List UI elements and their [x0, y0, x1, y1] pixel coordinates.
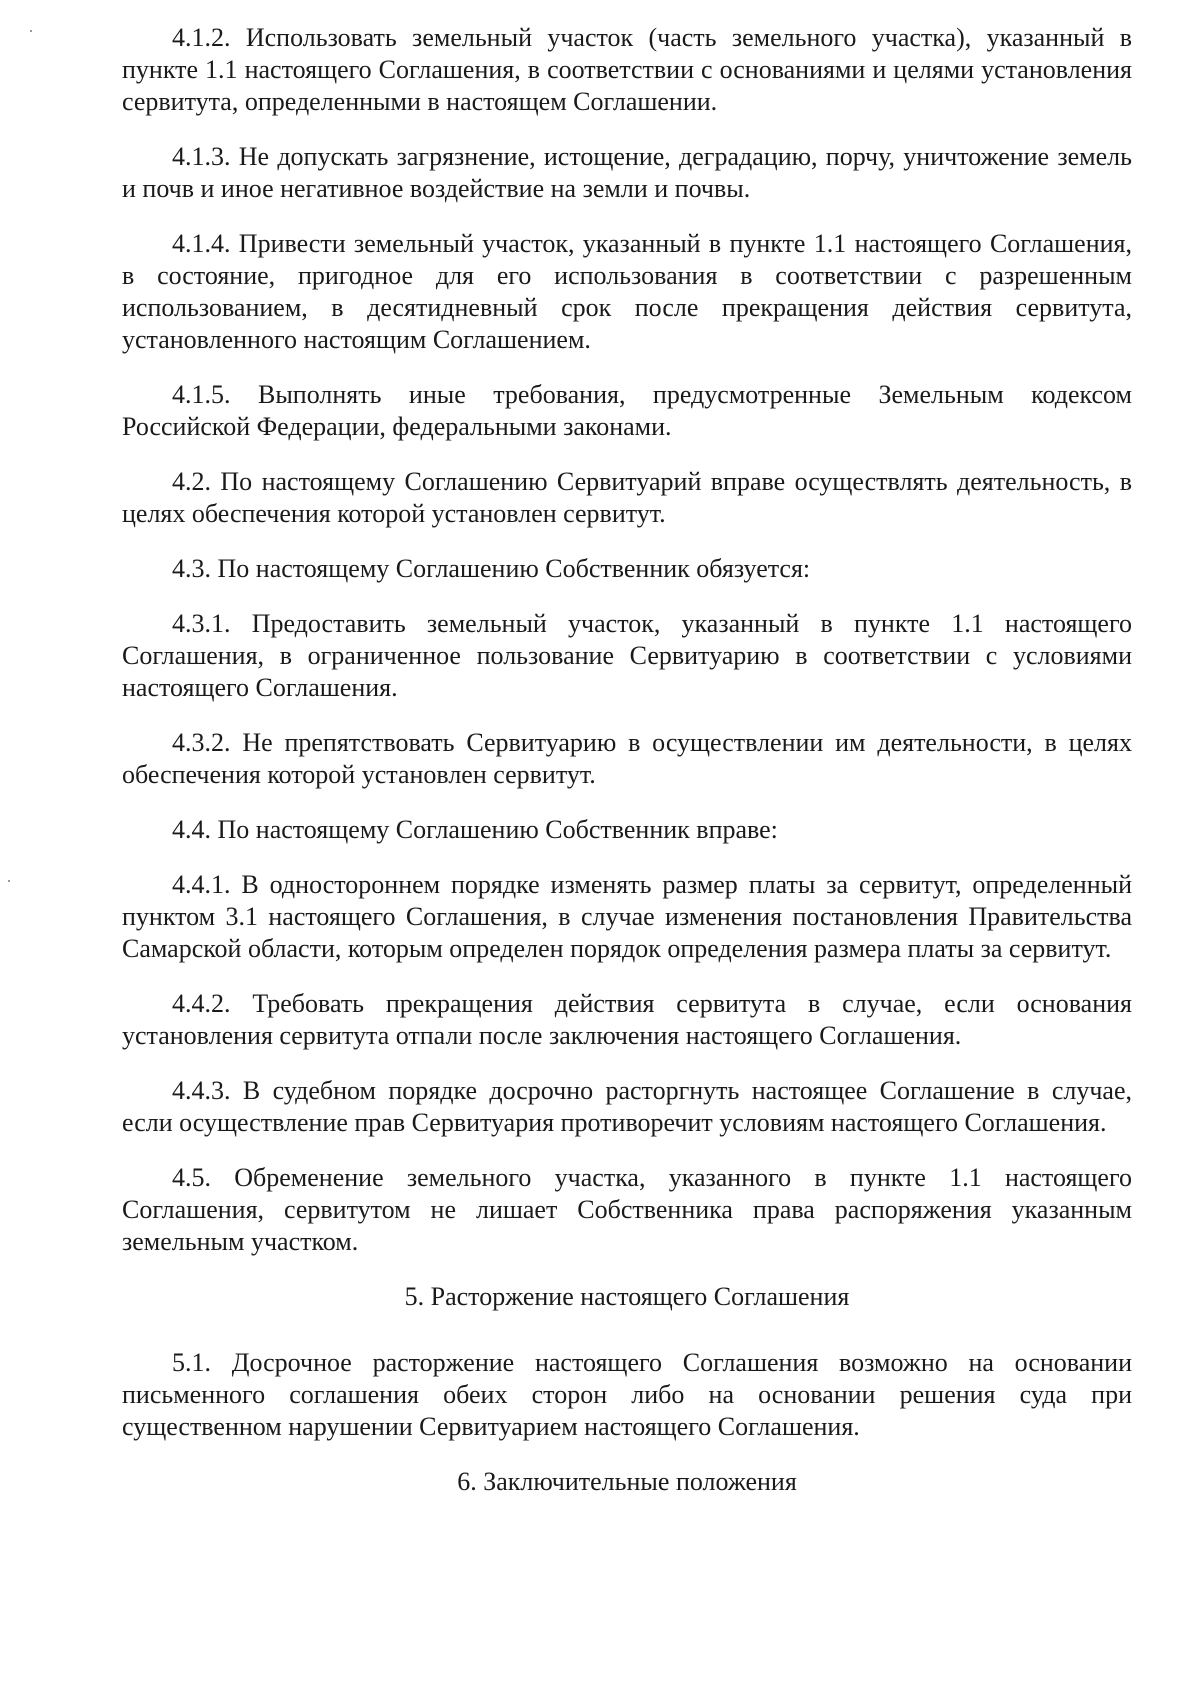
paragraph-4-1-3: 4.1.3. Не допускать загрязнение, истощение, деградацию, порчу, уничтожение земель и почв и иное негативное воздействие на земли и почвы. — [122, 142, 1132, 203]
paragraph-4-5: 4.5. Обременение земельного участка, указанного в пункте 1.1 настоящего Соглашения, сервитутом не лишает Собственника права распоряжения указанным земельным участком. — [122, 1163, 1132, 1256]
paragraph-4-2: 4.2. По настоящему Соглашению Сервитуарий вправе осуществлять деятельность, в целях обеспечения которой установлен сервитут. — [122, 467, 1132, 528]
paragraph-5-1: 5.1. Досрочное расторжение настоящего Соглашения возможно на основании письменного соглашения обеих сторон либо на основании решения суда при существенном нарушении Сервитуарием настоящего Соглашения. — [122, 1348, 1132, 1441]
paragraph-4-1-4: 4.1.4. Привести земельный участок, указанный в пункте 1.1 настоящего Соглашения, в состояние, пригодное для его использования в соответствии с разрешенным использованием, в десятидневный срок после прекращения действия сервитута, установленного настоящим Соглашением. — [122, 229, 1132, 354]
paragraph-4-4-3: 4.4.3. В судебном порядке досрочно расторгнуть настоящее Соглашение в случае, если осуществление прав Сервитуария противоречит условиям настоящего Соглашения. — [122, 1076, 1132, 1137]
paragraph-4-3-1: 4.3.1. Предоставить земельный участок, указанный в пункте 1.1 настоящего Соглашения, в ограниченное пользование Сервитуарию в соответствии с условиями настоящего Соглашения. — [122, 609, 1132, 702]
paragraph-4-1-5: 4.1.5. Выполнять иные требования, предусмотренные Земельным кодексом Российской Федерации, федеральными законами. — [122, 380, 1132, 441]
paragraph-4-4-1: 4.4.1. В одностороннем порядке изменять размер платы за сервитут, определенный пунктом 3.1 настоящего Соглашения, в случае изменения постановления Правительства Самарской области, которым определен порядок определения размера платы за сервитут. — [122, 870, 1132, 963]
scan-speck — [8, 880, 10, 882]
paragraph-4-3: 4.3. По настоящему Соглашению Собственник обязуется: — [172, 554, 811, 583]
paragraph-4-4: 4.4. По настоящему Соглашению Собственник вправе: — [172, 815, 778, 844]
paragraph-4-1-2: 4.1.2. Использовать земельный участок (часть земельного участка), указанный в пункте 1.1 настоящего Соглашения, в соответствии с основаниями и целями установления сервитута, определенными в настоящем Соглашении. — [122, 23, 1132, 116]
section-5-heading: 5. Расторжение настоящего Соглашения — [404, 1282, 850, 1311]
section-6-heading: 6. Заключительные положения — [457, 1467, 797, 1496]
paragraph-4-3-2: 4.3.2. Не препятствовать Сервитуарию в осуществлении им деятельности, в целях обеспечения которой установлен сервитут. — [122, 728, 1132, 789]
document-body — [122, 22, 1132, 1532]
scan-speck — [30, 30, 32, 32]
paragraph-4-4-2: 4.4.2. Требовать прекращения действия сервитута в случае, если основания установления сервитута отпали после заключения настоящего Соглашения. — [122, 989, 1132, 1050]
